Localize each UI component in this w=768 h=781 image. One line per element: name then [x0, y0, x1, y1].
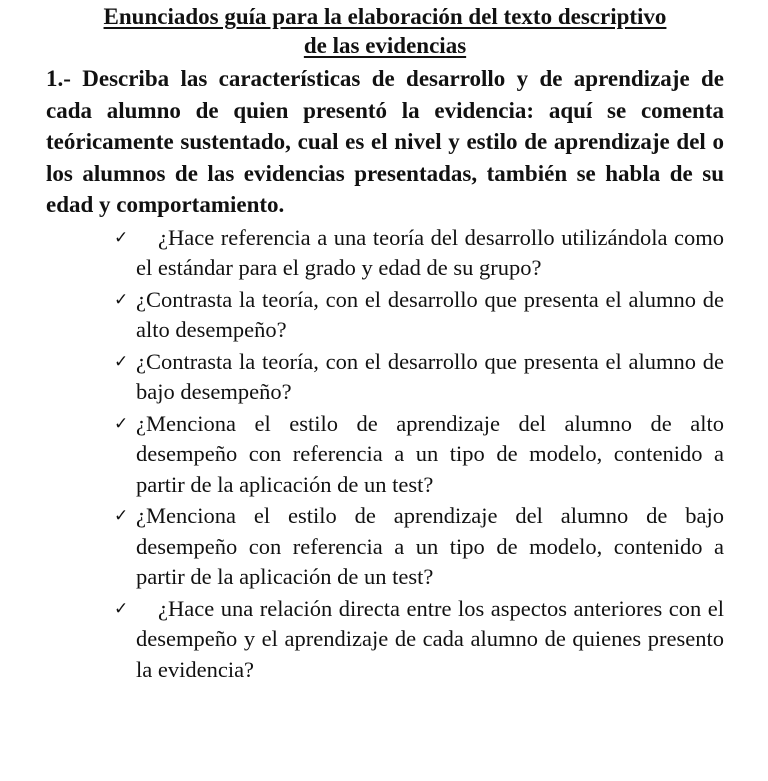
title-line-1: Enunciados guía para la elaboración del texto descriptivo — [103, 4, 667, 29]
check-mark-icon: ✓ — [114, 289, 129, 310]
checklist-item — [114, 285, 724, 346]
checklist-item-text: ¿Contrasta la teoría, con el desarrollo que presenta el alumno de bajo desempeño? — [136, 348, 724, 404]
checklist-item-text: ¿Menciona el estilo de aprendizaje del alumno de bajo desempeño con referencia a un tipo de modelo, contenido a partir de la aplicación de un test? — [136, 503, 724, 589]
check-mark-icon: ✓ — [114, 227, 129, 248]
checklist-item-text: ¿Hace referencia a una teoría del desarrollo utilizándola como el estándar para el grado y edad de su grupo? — [136, 224, 724, 280]
checklist — [46, 223, 724, 686]
checklist-item-text: ¿Menciona el estilo de aprendizaje del alumno de alto desempeño con referencia a un tipo de modelo, contenido a partir de la aplicación de un test? — [136, 410, 724, 497]
check-mark-icon: ✓ — [114, 598, 129, 619]
check-mark-icon: ✓ — [114, 506, 129, 526]
checklist-item — [114, 501, 724, 593]
check-mark-icon: ✓ — [114, 351, 129, 372]
checklist-item — [114, 409, 724, 501]
title-line-2: de las evidencias — [303, 33, 467, 58]
document-title — [46, 2, 724, 60]
intro-paragraph: 1.- Describa las características de desarrollo y de aprendizaje de cada alumno de quien presentó la evidencia: aquí se comenta teóricamente sustentado, cual es el nivel y estilo de aprendizaje del o los alumnos de las evidencias presentadas, también se habla de su edad y comportamiento. — [46, 66, 724, 217]
checklist-item — [114, 347, 724, 408]
checklist-item — [114, 594, 724, 686]
check-mark-icon: ✓ — [114, 413, 129, 434]
checklist-item-text: ¿Hace una relación directa entre los aspectos anteriores con el desempeño y el aprendizaje de cada alumno de quienes presento la evidencia? — [136, 595, 724, 682]
checklist-item-text: ¿Contrasta la teoría, con el desarrollo que presenta el alumno de alto desempeño? — [136, 286, 724, 342]
checklist-item — [114, 223, 724, 284]
